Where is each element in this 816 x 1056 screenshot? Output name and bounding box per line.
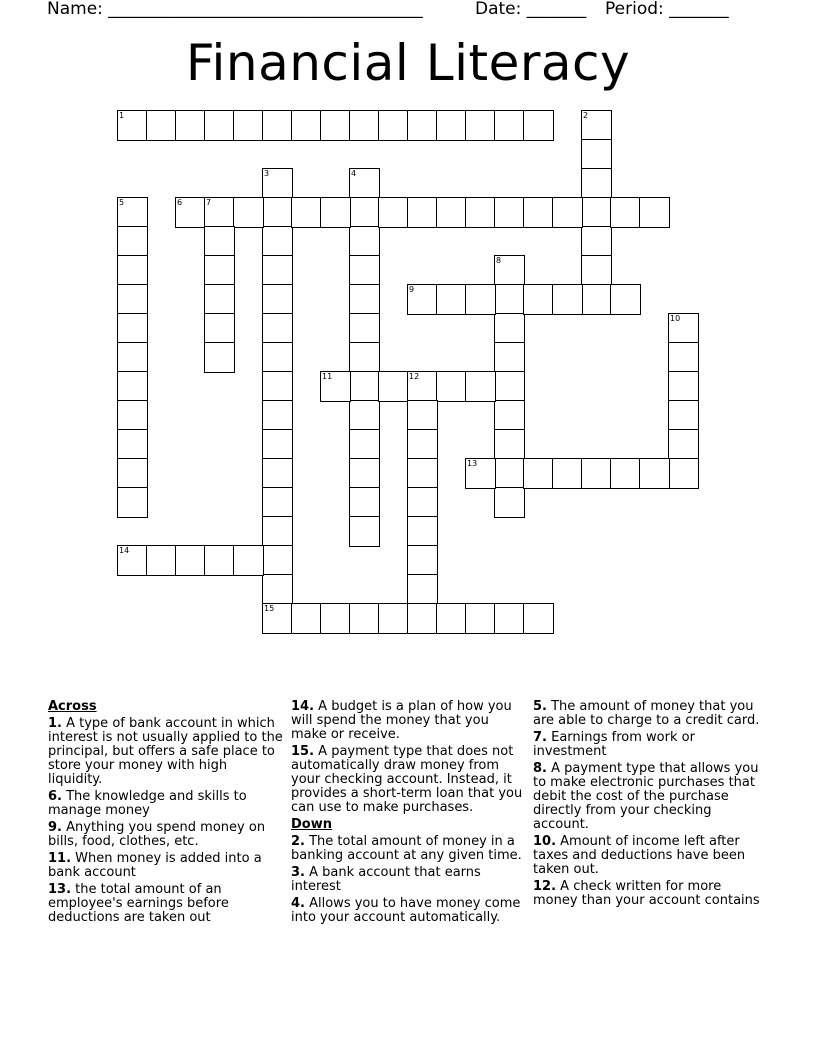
clue-across-14: 14. A budget is a plan of how you will spend the money that you make or receive.	[291, 699, 512, 742]
grid-cell[interactable]	[117, 429, 148, 460]
grid-cell[interactable]	[407, 516, 438, 547]
grid-cell[interactable]	[581, 458, 612, 489]
grid-cell[interactable]	[494, 487, 525, 518]
grid-cell[interactable]	[146, 545, 177, 576]
grid-cell[interactable]	[610, 197, 641, 228]
grid-cell[interactable]	[117, 284, 148, 315]
grid-cell[interactable]	[262, 545, 293, 576]
grid-cell[interactable]	[262, 400, 293, 431]
clue-number: 3	[264, 169, 270, 178]
grid-cell[interactable]	[175, 197, 206, 228]
grid-cell[interactable]	[204, 226, 235, 257]
clue-number: 6	[177, 198, 183, 207]
grid-cell[interactable]	[552, 197, 583, 228]
grid-cell[interactable]	[668, 429, 699, 460]
grid-cell[interactable]	[407, 429, 438, 460]
clue-number: 5	[119, 198, 125, 207]
grid-cell[interactable]	[610, 458, 641, 489]
grid-cell[interactable]	[407, 458, 438, 489]
grid-cell[interactable]	[407, 545, 438, 576]
grid-cell[interactable]	[668, 400, 699, 431]
grid-cell[interactable]	[233, 197, 264, 228]
grid-cell[interactable]	[436, 284, 467, 315]
clue-number: 15	[264, 604, 275, 613]
grid-cell[interactable]	[494, 197, 525, 228]
grid-cell[interactable]	[117, 371, 148, 402]
grid-cell[interactable]	[204, 197, 235, 228]
grid-cell[interactable]	[581, 226, 612, 257]
grid-cell[interactable]	[262, 110, 293, 141]
grid-cell[interactable]	[146, 110, 177, 141]
clue-down-4: 4. Allows you to have money come into your account automatically.	[291, 896, 521, 925]
grid-cell[interactable]	[117, 487, 148, 518]
grid-cell[interactable]	[291, 603, 322, 634]
clue-down-5: 5. The amount of money that you are able to charge to a credit card.	[533, 699, 760, 728]
grid-cell[interactable]	[117, 255, 148, 286]
grid-cell[interactable]	[262, 429, 293, 460]
grid-cell[interactable]	[262, 603, 293, 634]
grid-cell[interactable]	[465, 110, 496, 141]
clue-number: 2	[583, 111, 589, 120]
grid-cell[interactable]	[349, 313, 380, 344]
grid-cell[interactable]	[320, 603, 351, 634]
grid-cell[interactable]	[465, 284, 496, 315]
clue-number: 8	[496, 256, 502, 265]
name-field[interactable]: Name: _____________________________________	[47, 0, 423, 19]
grid-cell[interactable]	[262, 487, 293, 518]
grid-cell[interactable]	[523, 458, 554, 489]
clue-down-2: 2. The total amount of money in a banking account at any given time.	[291, 834, 522, 863]
clue-down-10: 10. Amount of income left after taxes and deductions have been taken out.	[533, 834, 746, 877]
grid-cell[interactable]	[175, 110, 206, 141]
grid-cell[interactable]	[407, 574, 438, 605]
grid-cell[interactable]	[117, 400, 148, 431]
grid-cell[interactable]	[117, 197, 148, 228]
grid-cell[interactable]	[668, 371, 699, 402]
clue-column-1	[48, 700, 284, 928]
grid-cell[interactable]	[204, 284, 235, 315]
grid-cell[interactable]	[117, 342, 148, 373]
clue-number: 7	[206, 198, 212, 207]
grid-cell[interactable]	[117, 226, 148, 257]
grid-cell[interactable]	[204, 255, 235, 286]
grid-cell[interactable]	[262, 313, 293, 344]
grid-cell[interactable]	[378, 603, 409, 634]
period-field[interactable]: Period: _______	[605, 0, 729, 19]
clue-across-6: 6. The knowledge and skills to manage money	[48, 789, 247, 818]
clue-number: 12	[409, 372, 420, 381]
grid-cell[interactable]	[320, 110, 351, 141]
grid-cell[interactable]	[523, 284, 554, 315]
grid-cell[interactable]	[349, 516, 380, 547]
clue-number: 4	[351, 169, 357, 178]
grid-cell[interactable]	[639, 458, 670, 489]
grid-cell[interactable]	[494, 342, 525, 373]
grid-cell[interactable]	[320, 197, 351, 228]
grid-cell[interactable]	[581, 110, 612, 141]
grid-cell[interactable]	[349, 458, 380, 489]
grid-cell[interactable]	[349, 168, 380, 199]
grid-cell[interactable]	[668, 458, 699, 489]
page-title: Financial Literacy	[185, 34, 631, 92]
clue-column-2	[291, 700, 527, 928]
grid-cell[interactable]	[465, 197, 496, 228]
grid-cell[interactable]	[117, 458, 148, 489]
grid-cell[interactable]	[204, 313, 235, 344]
grid-cell[interactable]	[349, 284, 380, 315]
grid-cell[interactable]	[494, 255, 525, 286]
grid-cell[interactable]	[494, 400, 525, 431]
grid-cell[interactable]	[262, 516, 293, 547]
clue-across-11: 11. When money is added into a bank account	[48, 851, 262, 880]
clue-column-3	[533, 700, 769, 911]
grid-cell[interactable]	[407, 284, 438, 315]
grid-cell[interactable]	[262, 342, 293, 373]
grid-cell[interactable]	[494, 284, 525, 315]
grid-cell[interactable]	[349, 226, 380, 257]
date-field[interactable]: Date: _______	[475, 0, 587, 19]
grid-cell[interactable]	[349, 429, 380, 460]
grid-cell[interactable]	[523, 110, 554, 141]
grid-cell[interactable]	[378, 110, 409, 141]
grid-cell[interactable]	[494, 603, 525, 634]
grid-cell[interactable]	[117, 313, 148, 344]
grid-cell[interactable]	[465, 458, 496, 489]
grid-cell[interactable]	[552, 284, 583, 315]
grid-cell[interactable]	[262, 255, 293, 286]
grid-cell[interactable]	[407, 487, 438, 518]
clue-down-8: 8. A payment type that allows you to make electronic purchases that debit the cost of the purchase directly from your checking account.	[533, 761, 759, 832]
clue-across-13: 13. the total amount of an employee's earnings before deductions are taken out	[48, 882, 229, 925]
down-heading: Down	[291, 817, 332, 832]
grid-cell[interactable]	[175, 545, 206, 576]
grid-cell[interactable]	[117, 110, 148, 141]
across-heading: Across	[48, 699, 97, 714]
clue-down-7: 7. Earnings from work or investment	[533, 730, 695, 759]
grid-cell[interactable]	[668, 342, 699, 373]
grid-cell[interactable]	[494, 371, 525, 402]
clue-number: 10	[670, 314, 681, 323]
grid-cell[interactable]	[610, 284, 641, 315]
grid-cell[interactable]	[494, 313, 525, 344]
grid-cell[interactable]	[407, 400, 438, 431]
grid-cell[interactable]	[117, 545, 148, 576]
grid-cell[interactable]	[436, 371, 467, 402]
grid-cell[interactable]	[581, 139, 612, 170]
grid-cell[interactable]	[233, 110, 264, 141]
grid-cell[interactable]	[581, 255, 612, 286]
clue-number: 1	[119, 111, 125, 120]
grid-cell[interactable]	[407, 110, 438, 141]
grid-cell[interactable]	[204, 545, 235, 576]
clue-across-15: 15. A payment type that does not automatically draw money from your checking account. Instead, it provides a short-term loan that you can use to make purchases.	[291, 744, 523, 815]
grid-cell[interactable]	[349, 603, 380, 634]
grid-cell[interactable]	[465, 603, 496, 634]
grid-cell[interactable]	[407, 603, 438, 634]
grid-cell[interactable]	[494, 110, 525, 141]
grid-cell[interactable]	[581, 284, 612, 315]
grid-cell[interactable]	[494, 458, 525, 489]
grid-cell[interactable]	[320, 371, 351, 402]
grid-cell[interactable]	[262, 284, 293, 315]
grid-cell[interactable]	[436, 197, 467, 228]
grid-cell[interactable]	[291, 197, 322, 228]
grid-cell[interactable]	[436, 110, 467, 141]
grid-cell[interactable]	[349, 197, 380, 228]
grid-cell[interactable]	[668, 313, 699, 344]
grid-cell[interactable]	[523, 197, 554, 228]
grid-cell[interactable]	[262, 168, 293, 199]
grid-cell[interactable]	[436, 603, 467, 634]
grid-cell[interactable]	[494, 429, 525, 460]
grid-cell[interactable]	[262, 226, 293, 257]
clue-number: 11	[322, 372, 333, 381]
grid-cell[interactable]	[639, 197, 670, 228]
grid-cell[interactable]	[581, 168, 612, 199]
grid-cell[interactable]	[349, 371, 380, 402]
grid-cell[interactable]	[262, 371, 293, 402]
grid-cell[interactable]	[378, 197, 409, 228]
grid-cell[interactable]	[349, 487, 380, 518]
grid-cell[interactable]	[581, 197, 612, 228]
grid-cell[interactable]	[262, 574, 293, 605]
clue-number: 9	[409, 285, 415, 294]
grid-cell[interactable]	[291, 110, 322, 141]
clue-across-1: 1. A type of bank account in which interest is not usually applied to the principal, but offers a safe place to store your money with high liquidity.	[48, 716, 283, 787]
grid-cell[interactable]	[262, 458, 293, 489]
grid-cell[interactable]	[407, 371, 438, 402]
grid-cell[interactable]	[233, 545, 264, 576]
grid-cell[interactable]	[349, 255, 380, 286]
clue-number: 13	[467, 459, 478, 468]
clue-across-9: 9. Anything you spend money on bills, food, clothes, etc.	[48, 820, 266, 849]
grid-cell[interactable]	[523, 603, 554, 634]
grid-cell[interactable]	[349, 110, 380, 141]
clue-down-3: 3. A bank account that earns interest	[291, 865, 481, 894]
grid-cell[interactable]	[552, 458, 583, 489]
grid-cell[interactable]	[465, 371, 496, 402]
grid-cell[interactable]	[407, 197, 438, 228]
clue-down-12: 12. A check written for more money than your account contains	[533, 879, 760, 908]
grid-cell[interactable]	[349, 342, 380, 373]
grid-cell[interactable]	[349, 400, 380, 431]
grid-cell[interactable]	[204, 110, 235, 141]
clue-number: 14	[119, 546, 130, 555]
grid-cell[interactable]	[378, 371, 409, 402]
grid-cell[interactable]	[204, 342, 235, 373]
grid-cell[interactable]	[262, 197, 293, 228]
